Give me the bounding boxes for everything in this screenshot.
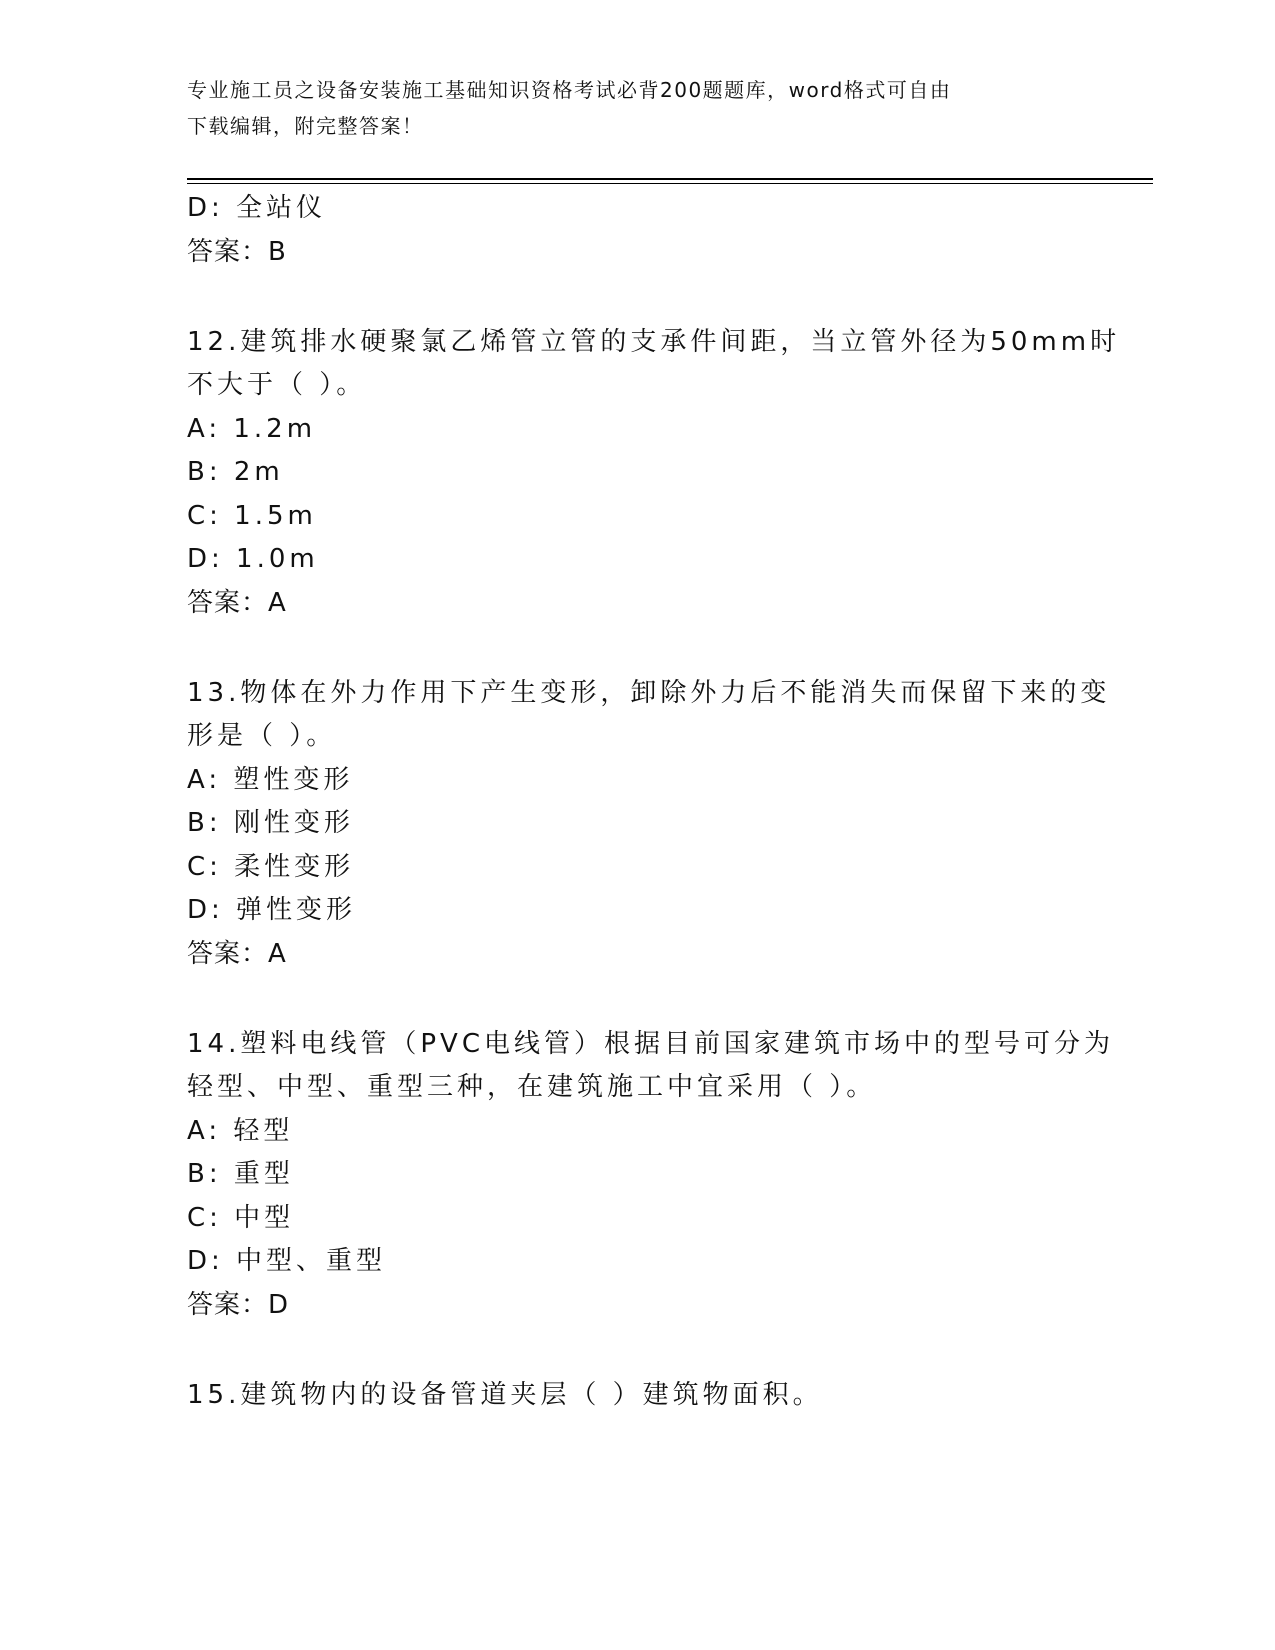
q12-stem-line-2: 不大于（ ）。 bbox=[187, 370, 367, 400]
q14-option-d: D: 中型、重型 bbox=[187, 1246, 387, 1276]
header-line-1: 专业施工员之设备安装施工基础知识资格考试必背200题题库，word格式可自由 bbox=[187, 78, 952, 102]
q12-answer: 答案：A bbox=[187, 588, 287, 618]
header-divider-thick bbox=[187, 178, 1153, 180]
header-divider-thin bbox=[187, 183, 1153, 184]
q12-stem-line-1: 12.建筑排水硬聚氯乙烯管立管的支承件间距，当立管外径为50mm时 bbox=[187, 327, 1121, 357]
q13-option-c: C: 柔性变形 bbox=[187, 852, 355, 882]
q12-option-b: B: 2m bbox=[187, 457, 284, 487]
q14-option-a: A: 轻型 bbox=[187, 1116, 294, 1146]
q13-option-d: D: 弹性变形 bbox=[187, 895, 357, 925]
q15-stem-line-1: 15.建筑物内的设备管道夹层（ ）建筑物面积。 bbox=[187, 1380, 823, 1410]
q14-option-b: B: 重型 bbox=[187, 1159, 294, 1189]
q13-stem-line-2: 形是（ ）。 bbox=[187, 721, 337, 751]
q11-answer: 答案：B bbox=[187, 237, 287, 267]
q14-stem-line-2: 轻型、中型、重型三种，在建筑施工中宜采用（ ）。 bbox=[187, 1072, 877, 1102]
q14-answer: 答案：D bbox=[187, 1290, 290, 1320]
q14-option-c: C: 中型 bbox=[187, 1203, 295, 1233]
q13-answer: 答案：A bbox=[187, 939, 287, 969]
q12-option-a: A: 1.2m bbox=[187, 414, 317, 444]
q12-option-c: C: 1.5m bbox=[187, 501, 317, 531]
q13-stem-line-1: 13.物体在外力作用下产生变形，卸除外力后不能消失而保留下来的变 bbox=[187, 678, 1111, 708]
header-line-2: 下载编辑，附完整答案！ bbox=[187, 114, 424, 138]
q13-option-b: B: 刚性变形 bbox=[187, 808, 354, 838]
q14-stem-line-1: 14.塑料电线管（PVC电线管）根据目前国家建筑市场中的型号可分为 bbox=[187, 1029, 1114, 1059]
q11-option-d: D: 全站仪 bbox=[187, 193, 327, 223]
q12-option-d: D: 1.0m bbox=[187, 544, 319, 574]
document-header bbox=[187, 72, 1087, 144]
q13-option-a: A: 塑性变形 bbox=[187, 765, 354, 795]
